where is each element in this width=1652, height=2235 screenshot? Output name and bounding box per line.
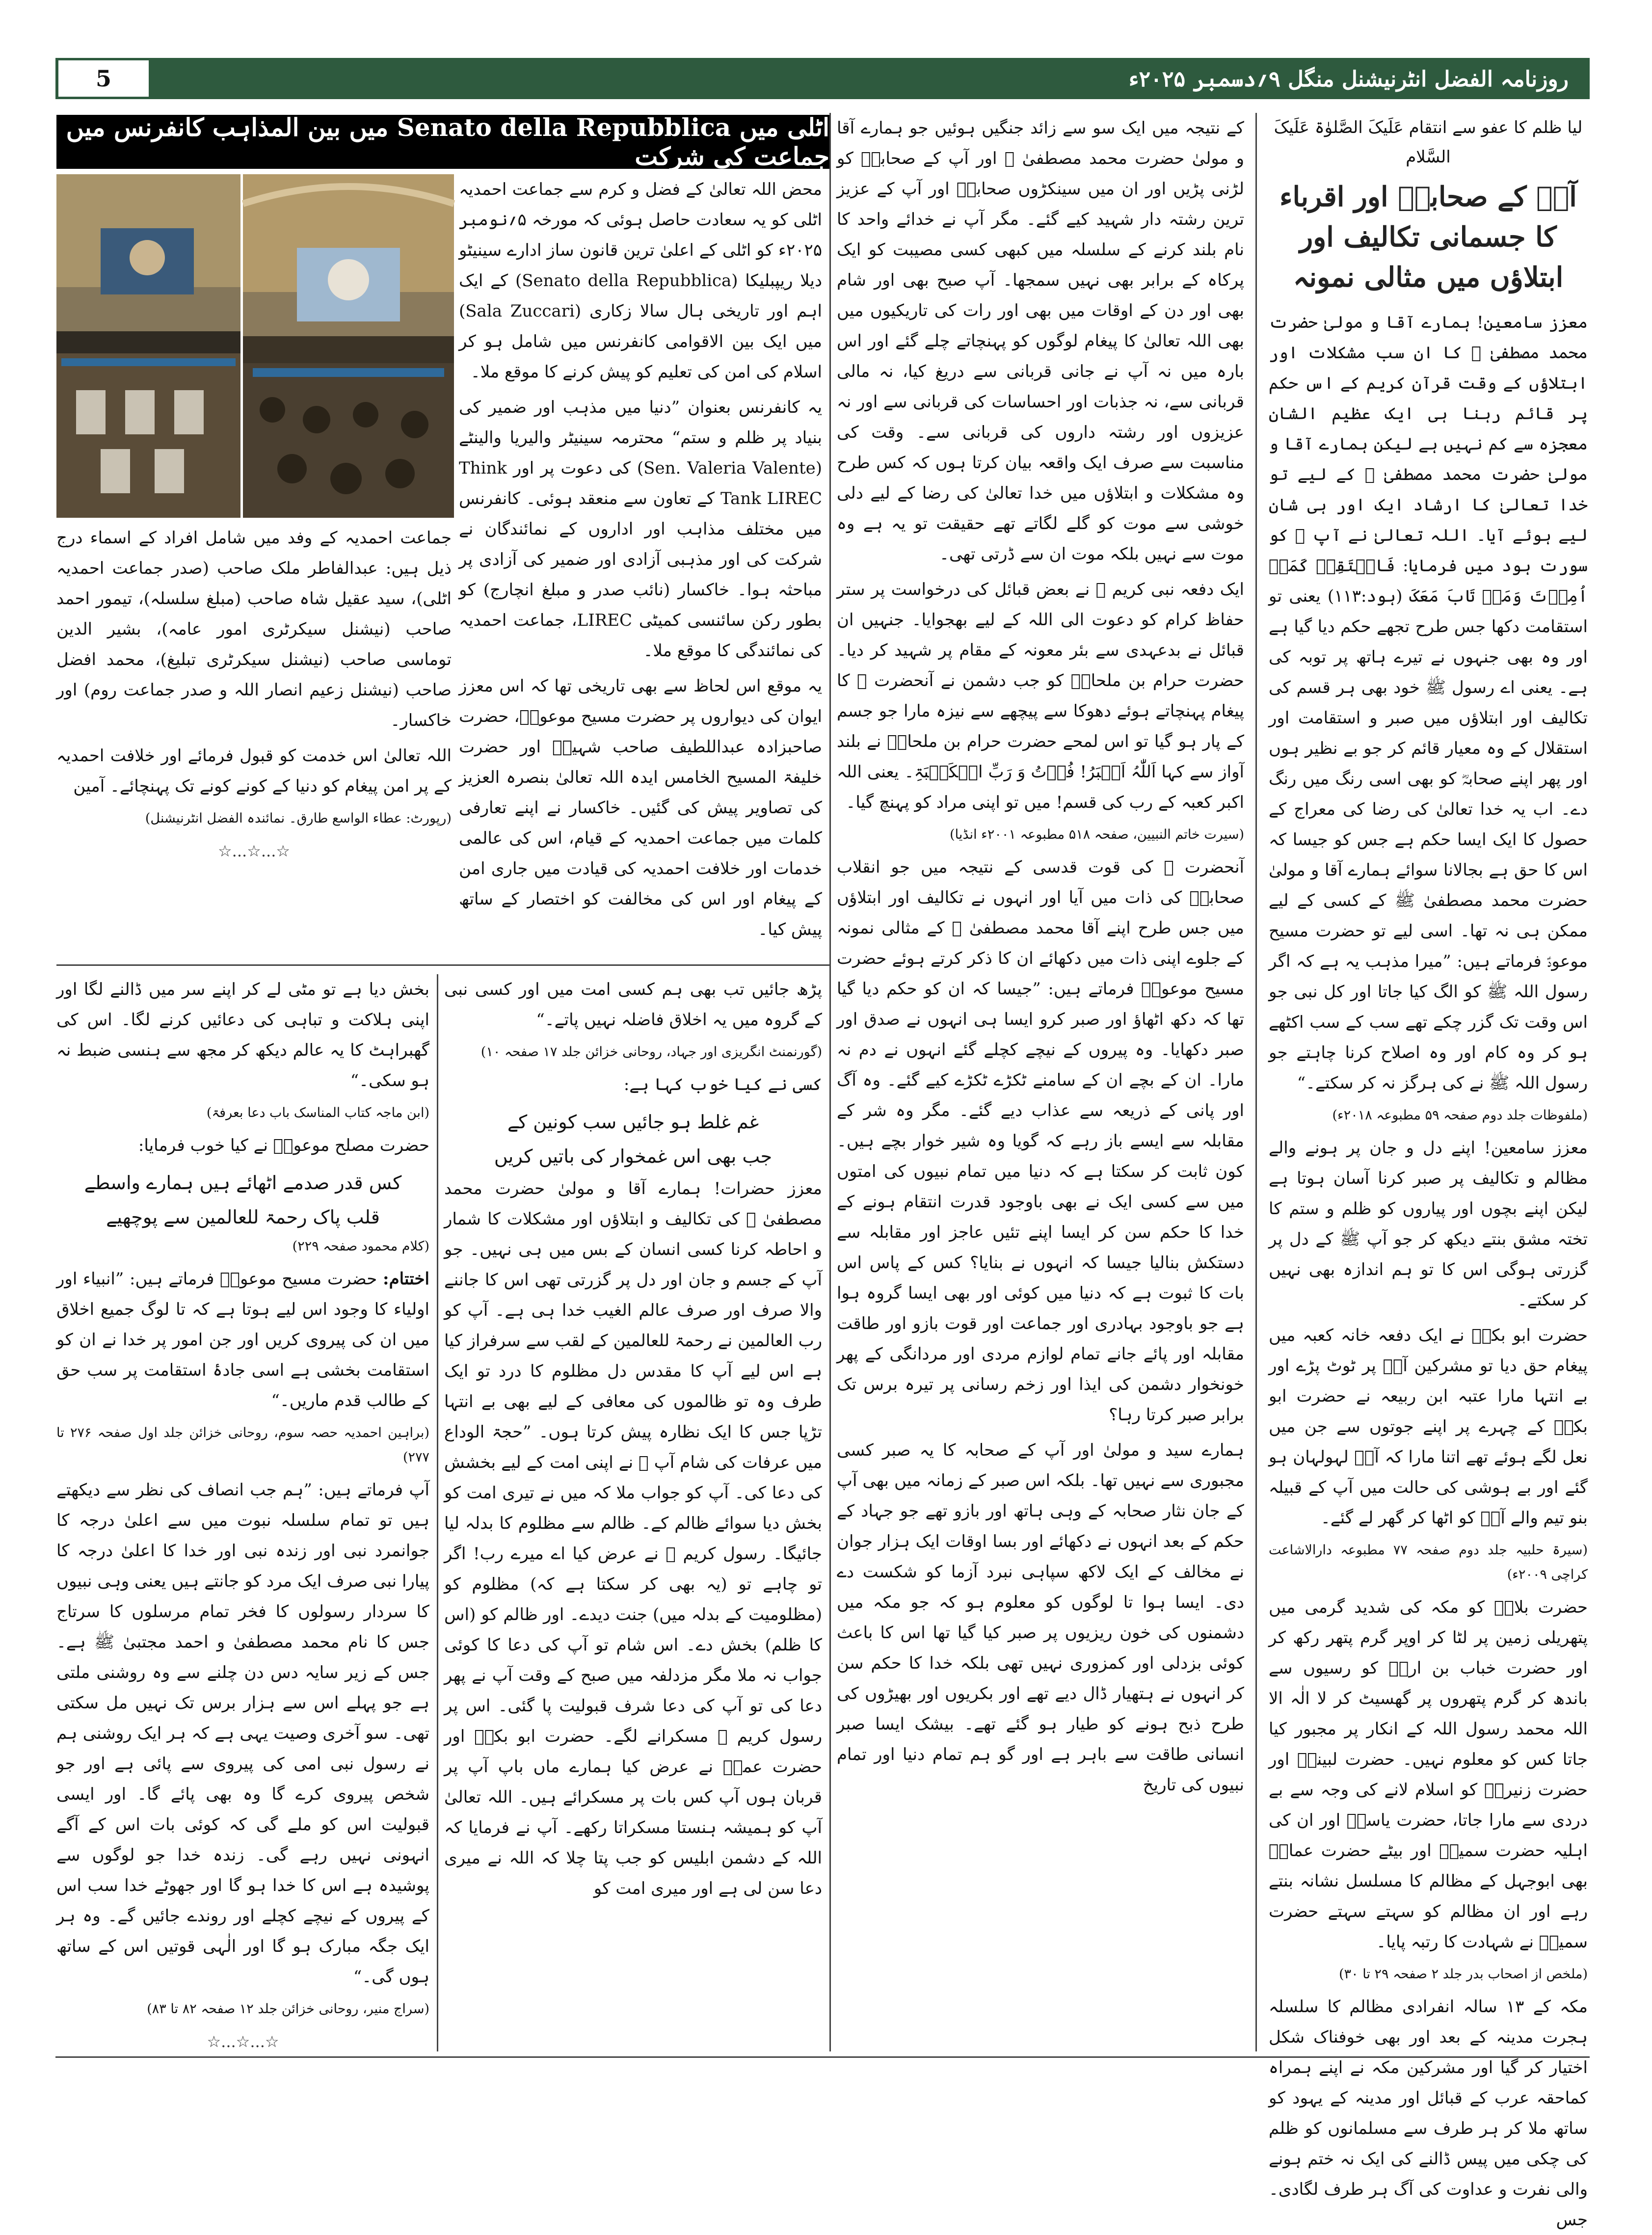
paragraph: حضرت ابو بکرؓ نے ایک دفعہ خانہ کعبہ میں پیغام حق دیا تو مشرکین آپؓ پر ٹوٹ پڑے اور بے انتہا مارا عتبہ ابن ربیعہ نے حضرت ابو بکرؓ کے چہرے پر اپنے جوتوں سے جن میں نعل لگے ہوئے تھے اتنا مارا کہ آپؓ لہولہان ہو گئے اور بے ہوشی کی حالت میں آپ کے قبیلہ بنو تیم والے آپؓ کو اٹھا کر گھر لے گئے۔ xyxy=(1269,1326,1588,1528)
poem-line: جب بھی اس غمخوار کی باتیں کریں xyxy=(494,1145,773,1167)
paragraph: ہمارے سید و مولیٰ اور آپ کے صحابہ کا یہ صبر کسی مجبوری سے نہیں تھا۔ بلکہ اس صبر کے زمانہ میں بھی آپ کے جان نثار صحابہ کے وہی ہاتھ اور بازو تھے جو جہاد کے حکم کے بعد انہوں نے دکھائے اور بسا اوقات ایک ہزار جوان نے مخالف کے ایک لاکھ سپاہی نبرد آزما کو شکست دے دی۔ ایسا ہوا تا لوگوں کو معلوم ہو کہ جو مکہ میں دشمنوں کی خون ریزیوں پر صبر کیا گیا تھا اس کا باعث کوئی بزدلی اور کمزوری نہیں تھی بلکہ خدا کا حکم سن کر انہوں نے ہتھیار ڈال دیے تھے اور بکریوں اور بھیڑوں کی طرح ذبح ہونے کو طیار ہو گئے تھے۔ بیشک ایسا صبر انسانی طاقت سے باہر ہے اور گو ہم تمام دنیا اور تمام نبیوں کی تاریخ xyxy=(837,1440,1244,1795)
article-bottom-rule xyxy=(56,964,829,966)
article-body-left xyxy=(56,523,452,959)
citation: (گورنمنٹ انگریزی اور جہاد، روحانی خزائن جلد ۱۷ صفحہ ۱۰) xyxy=(480,1044,822,1060)
paragraph: حضرت مصلح موعودؓ نے کیا خوب فرمایا: xyxy=(138,1136,429,1155)
citation: (ملفوظات جلد دوم صفحہ ۵۹ مطبوعہ ۲۰۱۸ء) xyxy=(1332,1108,1588,1123)
paragraph: آنحضرت ﷺ کی قوت قدسی کے نتیجہ میں جو انقلاب صحابہؓ کی ذات میں آیا اور انہوں نے تکالیف اور ابتلاؤں میں جس طرح اپنے آقا محمد مصطفیٰ ﷺ کے مثالی نمونہ کے جلوے اپنی ذات میں دکھائے ان کا ذکر کرتے ہوئے حضرت مسیح موعودؑ فرماتے ہیں: ”جیسا کہ ان کو حکم دیا گیا تھا کہ دکھ اٹھاؤ اور صبر کرو ایسا ہی انہوں نے صدق اور صبر دکھایا۔ وہ پیروں کے نیچے کچلے گئے انہوں نے دم نہ مارا۔ ان کے بچے ان کے سامنے ٹکڑے ٹکڑے کیے گئے۔ وہ آگ اور پانی کے ذریعہ سے عذاب دیے گئے۔ مگر وہ شر کے مقابلہ سے ایسے باز رہے کہ گویا وہ شیر خوار بچے ہیں۔ کون ثابت کر سکتا ہے کہ دنیا میں تمام نبیوں کی امتوں میں سے کسی ایک نے بھی باوجود قدرت انتقام ہونے کے خدا کا حکم سن کر ایسا اپنے تئیں عاجز اور مقابلہ سے دستکش بنالیا جیسا کہ انہوں نے بنایا؟ کس کے پاس اس بات کا ثبوت ہے کہ دنیا میں کوئی اور بھی ایسا گروہ ہوا ہے جو باوجود بہادری اور جماعت اور قوت بازو اور طاقت مقابلہ اور پائے جانے تمام لوازم مردی اور مردانگی کے پھر خونخوار دشمن کی ایذا اور زخم رسانی پر تیرہ برس تک برابر صبر کرتا رہا؟ xyxy=(837,857,1244,1425)
column-1 xyxy=(1269,113,1588,2230)
conclusion-text: حضرت مسیح موعودؑ فرماتے ہیں: ”انبیاء اور اولیاء کا وجود اس لیے ہوتا ہے کہ تا لوگ جمیع اخلاق میں ان کی پیروی کریں اور جن امور پر خدا نے ان کو استقامت بخشی ہے اسی جادۂ استقامت پر سب حق کے طالب قدم ماریں۔“ xyxy=(56,1269,429,1410)
citation: (کلام محمود صفحہ ۲۲۹) xyxy=(292,1239,429,1254)
paragraph: یہ کانفرنس بعنوان ”دنیا میں مذہب اور ضمیر کی بنیاد پر ظلم و ستم“ محترمہ سینیٹر والیریا والینٹے (Sen. Valeria Valente) کی دعوت پر اور Think Tank LIREC کے تعاون سے منعقد ہوئی۔ کانفرنس میں مختلف مذاہب اور اداروں کے نمائندگان نے شرکت کی اور مذہبی آزادی اور ضمیر کی آزادی پر مباحثہ ہوا۔ خاکسار (نائب صدر و مبلغ انچارج) کو بطور رکن سائنسی کمیٹی LIREC، جماعت احمدیہ کی نمائندگی کا موقع ملا۔ xyxy=(459,398,823,661)
column-divider xyxy=(829,113,831,2051)
newspaper-title: روزنامہ الفضل انٹرنیشنل منگل ۹؍دسمبر ۲۰۲۵ء xyxy=(1128,66,1569,92)
paragraph: حضرت بلالؓ کو مکہ کی شدید گرمی میں پتھریلی زمین پر لٹا کر اوپر گرم پتھر رکھ کر اور حضرت خباب بن ارتؓ کو رسیوں سے باندھ کر گرم پتھروں پر گھسیٹ کر لا الٰہ الا اللہ محمد رسول اللہ کے انکار پر مجبور کیا جاتا کس کو معلوم نہیں۔ حضرت لبینہؓ اور حضرت زنیرہؓ کو اسلام لانے کی وجہ سے بے دردی سے مارا جاتا، حضرت یاسرؓ اور ان کی اہلیہ حضرت سمیہؓ اور بیٹے حضرت عمارؓ بھی ابوجہل کے مظالم کا مسلسل نشانہ بنتے رہے اور ان مظالم کو سہتے سہتے حضرت سمیہؓ نے شہادت کا رتبہ پایا۔ xyxy=(1269,1597,1588,1952)
poem-line: غم غلط ہو جائیں سب کونین کے xyxy=(507,1111,759,1133)
poem-line: قلب پاک رحمۃ للعالمین سے پوچھیے xyxy=(106,1206,380,1228)
paragraph: بخش دیا ہے تو مٹی لے کر اپنے سر میں ڈالنے لگا اور اپنی ہلاکت و تباہی کی دعائیں کرنے لگا۔ اس کی گھبراہٹ کا یہ عالم دیکھ کر مجھ سے ہنسی ضبط نہ ہو سکی۔“ xyxy=(56,980,429,1091)
column-4 xyxy=(56,974,429,2051)
article-body-right xyxy=(459,174,822,959)
paragraph: معزز سامعین! اپنے دل و جان پر ہونے والے مظالم و تکالیف پر صبر کرنا آسان ہوتا ہے لیکن اپنے بچوں اور پیاروں کو ظلم و ستم کا تختہ مشق بنتے دیکھ کر جو آپ ﷺ کے دل پر گزرتی ہوگی اس کا تو ہم اندازہ بھی نہیں کر سکتے۔ xyxy=(1269,1138,1588,1310)
citation: (ابن ماجہ کتاب المناسک باب دعا بعرفۃ) xyxy=(206,1105,429,1120)
page-bottom-rule xyxy=(55,2056,1590,2058)
paragraph: محض اللہ تعالیٰ کے فضل و کرم سے جماعت احمدیہ اٹلی کو یہ سعادت حاصل ہوئی کہ مورخہ ۵؍نومبر ۲۰۲۵ء کو اٹلی کے اعلیٰ ترین قانون ساز ادارے سینیٹو دیلا ریپبلیکا (Senato della Repubblica) کے ایک اہم اور تاریخی ہال سالا زکاری (Sala Zuccari) میں ایک بین الاقوامی کانفرنس میں شامل ہو کر اسلام کی امن کی تعلیم کو پیش کرنے کا موقع ملا۔ xyxy=(459,180,822,382)
paragraph: ایک دفعہ نبی کریم ﷺ نے بعض قبائل کی درخواست پر ستر حفاظ کرام کو دعوت الی اللہ کے لیے بھجوایا۔ جنہیں ان قبائل نے بدعہدی سے بئر معونہ کے مقام پر شہید کر دیا۔ حضرت حرام بن ملحانؓ کو جب دشمن نے آنحضرت ﷺ کا پیغام پہنچاتے ہوئے دھوکا سے پیچھے سے نیزہ مارا جو جسم کے پار ہو گیا تو اس لمحے حضرت حرام بن ملحانؓ نے بلند آواز سے کہا اَللّٰہُ اَکۡبَرُ! فُزۡتُ وَ رَبِّ الۡکَعۡبَۃِ۔ یعنی اللہ اکبر کعبہ کے رب کی قسم! میں تو اپنی مراد کو پہنچ گیا۔ xyxy=(837,580,1244,812)
page-number: 5 xyxy=(57,59,150,98)
section-heading: آپؐ کے صحابہؓ اور اقرباء کا جسمانی تکالیف اور ابتلاؤں میں مثالی نمونہ xyxy=(1279,181,1577,293)
citation: (سراج منیر، روحانی خزائن جلد ۱۲ صفحہ ۸۲ تا ۸۳) xyxy=(147,2001,429,2017)
column-divider xyxy=(437,974,438,2051)
paragraph: کے نتیجہ میں ایک سو سے زائد جنگیں ہوئیں جو ہمارے آقا و مولیٰ حضرت محمد مصطفیٰ ﷺ اور آپ کے صحابہؓ کو لڑنی پڑیں اور ان میں سینکڑوں صحابہؓ اور آپ کے عزیز ترین رشتہ دار شہید کیے گئے۔ مگر آپ نے خدائے واحد کا نام بلند کرنے کے سلسلہ میں کبھی کسی مصیبت کو ایک پرکاہ کے برابر بھی نہیں سمجھا۔ آپ صبح بھی اور شام بھی اور دن کے اوقات میں بھی اور رات کی تاریکیوں میں بھی اللہ تعالیٰ کا پیغام لوگوں کو پہنچاتے چلے گئے اور اس بارہ میں نہ آپ نے جانی قربانی سے دریغ کیا، نہ مالی قربانی سے، نہ جذبات اور احساسات کی قربانی سے اور نہ عزیزوں اور رشتہ داروں کی قربانی سے۔ وقت کی مناسبت سے صرف ایک واقعہ بیان کرتا ہوں کہ کس طرح وہ مشکلات و ابتلاؤں میں خدا تعالیٰ کی رضا کے لیے دلی خوشی سے موت کو گلے لگاتے تھے حقیقت تو یہ ہے وہ موت سے نہیں بلکہ موت ان سے ڈرتی تھی۔ xyxy=(837,118,1244,564)
paragraph: مکہ کے ۱۳ سالہ انفرادی مظالم کا سلسلہ ہجرت مدینہ کے بعد اور بھی خوفناک شکل اختیار کر گیا اور مشرکین مکہ نے اپنے ہمراہ کماحقہ عرب کے قبائل اور مدینہ کے یہود کو ساتھ ملا کر ہر طرف سے مسلمانوں کو ظلم کی چکی میں پیس ڈالنے کی ایک نہ ختم ہونے والی نفرت و عداوت کی آگ ہر طرف لگادی۔ جس xyxy=(1269,1997,1588,2230)
column-divider xyxy=(1255,113,1257,2051)
citation: (براہین احمدیہ حصہ سوم، روحانی خزائن جلد اول صفحہ ۲۷۶ تا ۲۷۷) xyxy=(56,1425,429,1465)
conference-photo-screen xyxy=(243,174,454,518)
citation: (ملخص از اصحاب بدر جلد ۲ صفحہ ۲۹ تا ۳۰) xyxy=(1339,1967,1588,1982)
paragraph: کسی نے کیا خوب کہا ہے: xyxy=(623,1075,822,1094)
intro-verse: لیا ظلم کا عفو سے انتقام عَلَیکَ الصَّلوٰۃ عَلَیکَ السَّلام xyxy=(1274,118,1583,167)
citation: (سیرت خاتم النبیین، صفحہ ۵۱۸ مطبوعہ ۲۰۰۱ء انڈیا) xyxy=(950,827,1244,842)
paragraph: جماعت احمدیہ کے وفد میں شامل افراد کے اسماء درج ذیل ہیں: عبدالفاطر ملک صاحب (صدر جماعت احمدیہ اٹلی)، سید عقیل شاہ صاحب (مبلغ سلسلہ)، تیمور احمد صاحب (نیشنل سیکرٹری امور عامہ)، بشیر الدین توماسی صاحب (نیشنل سیکرٹری تبلیغ)، محمد افضل صاحب (نیشنل زعیم انصار اللہ و صدر جماعت روم) اور خاکسار۔ xyxy=(56,528,452,730)
paragraph: پڑھ جائیں تب بھی ہم کسی امت میں اور کسی نبی کے گروہ میں یہ اخلاق فاضلہ نہیں پاتے۔“ xyxy=(444,980,822,1030)
citation: (سیرۃ حلبیہ جلد دوم صفحہ ۷۷ مطبوعہ دارالاشاعت کراچی ۲۰۰۹ء) xyxy=(1269,1543,1588,1582)
column-2 xyxy=(837,113,1244,2051)
paragraph: اللہ تعالیٰ اس خدمت کو قبول فرمائے اور خلافت احمدیہ کے پر امن پیغام کو دنیا کے کونے کونے تک پہنچائے۔ آمین xyxy=(56,746,452,796)
poem-line: کس قدر صدمے اٹھائے ہیں ہمارے واسطے xyxy=(84,1172,402,1194)
paragraph: آپ فرماتے ہیں: ”ہم جب انصاف کی نظر سے دیکھتے ہیں تو تمام سلسلہ نبوت میں سے اعلیٰ درجہ کا جوانمرد نبی اور زندہ نبی اور خدا کا اعلیٰ درجہ کا پیارا نبی صرف ایک مرد کو جانتے ہیں یعنی وہی نبیوں کا سردار رسولوں کا فخر تمام مرسلوں کا سرتاج جس کا نام محمد مصطفیٰ و احمد مجتبیٰ ﷺ ہے۔ جس کے زیر سایہ دس دن چلنے سے وہ روشنی ملتی ہے جو پہلے اس سے ہزار برس تک نہیں مل سکتی تھی۔ سو آخری وصیت یہی ہے کہ ہر ایک روشنی ہم نے رسول نبی امی کی پیروی سے پائی ہے اور جو شخص پیروی کرے گا وہ بھی پائے گا۔ اور ایسی قبولیت اس کو ملے گی کہ کوئی بات اس کے آگے انہونی نہیں رہے گی۔ زندہ خدا جو لوگوں سے پوشیدہ ہے اس کا خدا ہو گا اور جھوٹے خدا سب اس کے پیروں کے نیچے کچلے اور روندے جائیں گے۔ وہ ہر ایک جگہ مبارک ہو گا اور الٰہی قوتیں اس کے ساتھ ہوں گی۔“ xyxy=(56,1480,430,1987)
article-banner: اٹلی میں Senato della Repubblica میں بین المذاہب کانفرنس میں جماعت کی شرکت xyxy=(56,115,829,169)
end-stars: ☆...☆...☆ xyxy=(207,2032,279,2051)
column-3 xyxy=(444,974,822,2051)
report-credit: (رپورٹ: عطاء الواسع طارق۔ نمائندہ الفضل انٹرنیشنل) xyxy=(145,811,452,826)
paragraph: معزز سامعین! ہمارے آقا و مولیٰ حضرت محمد مصطفیٰ ﷺ کا ان سب مشکلات اور ابتلاؤں کے وقت قرآن کریم کے اس حکم پر قائم رہنا ہی ایک عظیم الشان معجزہ سے کم نہیں ہے لیکن ہمارے آقا و مولیٰ حضرت محمد مصطفیٰ ﷺ کے لیے تو خدا تعالیٰ کا ارشاد ایک اور ہی شان لیے ہوئے آیا۔ اللہ تعالیٰ نے آپ ﷺ کو سورت ہود میں فرمایا: فَاسۡتَقِمۡ کَمَاۤ اُمِرۡتَ وَمَنۡ تَابَ مَعَکَ (ہود:۱۱۳) یعنی تو استقامت دکھا جس طرح تجھے حکم دیا گیا ہے اور وہ بھی جنہوں نے تیرے ہاتھ پر توبہ کی ہے۔ یعنی اے رسول ﷺ خود بھی ہر قسم کی تکالیف اور ابتلاؤں میں صبر و استقامت اور استقلال کے وہ معیار قائم کر جو بے نظیر ہوں اور پھر اپنے صحابہؓ کو بھی اسی رنگ میں رنگ دے۔ اب یہ خدا تعالیٰ کی رضا کی معراج کے حصول کا ایک ایسا حکم ہے جس کو جیسا کہ اس کا حق ہے بجالانا سوائے ہمارے آقا و مولیٰ حضرت محمد مصطفیٰ ﷺ کے کسی کے لیے ممکن ہی نہ تھا۔ اسی لیے تو حضرت مسیح موعودؑ فرماتے ہیں: ”میرا مذہب یہ ہے کہ اگر رسول اللہ ﷺ کو الگ کیا جاتا اور کل نبی جو اس وقت تک گزر چکے تھے سب کے سب اکٹھے ہو کر وہ کام اور وہ اصلاح کرنا چاہتے جو رسول اللہ ﷺ نے کی ہرگز نہ کر سکتے۔“ xyxy=(1269,313,1588,1093)
end-stars: ☆...☆...☆ xyxy=(217,842,291,860)
conference-photo-panel xyxy=(56,174,240,518)
paragraph: معزز حضرات! ہمارے آقا و مولیٰ حضرت محمد مصطفیٰ ﷺ کی تکالیف و ابتلاؤں اور مشکلات کا شمار و احاطہ کرنا کسی انسان کے بس میں ہی نہیں۔ جو آپ کے جسم و جان اور دل پر گزرتی تھی اس کا جاننے والا صرف اور صرف عالم الغیب خدا ہی ہے۔ آپ کو رب العالمین نے رحمۃ للعالمین کے لقب سے سرفراز کیا ہے اس لیے آپ کا مقدس دل مظلوم کا درد تو ایک طرف وہ تو ظالموں کی معافی کے لیے بھی بے انتہا تڑپا جس کا ایک نظارہ پیش کرتا ہوں۔ ”حجۃ الوداع میں عرفات کی شام آپ ﷺ نے اپنی امت کے لیے بخشش کی دعا کی۔ آپ کو جواب ملا کہ میں نے تیری امت کو بخش دیا سوائے ظالم کے۔ ظالم سے مظلوم کا بدلہ لیا جائیگا۔ رسول کریم ﷺ نے عرض کیا اے میرے رب! اگر تو چاہے تو (یہ بھی کر سکتا ہے کہ) مظلوم کو (مظلومیت کے بدلہ میں) جنت دیدے۔ اور ظالم کو (اس کا ظلم) بخش دے۔ اس شام تو آپ کی دعا کا کوئی جواب نہ ملا مگر مزدلفہ میں صبح کے وقت آپ نے پھر دعا کی تو آپ کی دعا شرف قبولیت پا گئی۔ اس پر رسول کریم ﷺ مسکرانے لگے۔ حضرت ابو بکرؓ اور حضرت عمرؓ نے عرض کیا ہمارے ماں باپ آپ پر قربان ہوں آپ کس بات پر مسکرائے ہیں۔ اللہ تعالیٰ آپ کو ہمیشہ ہنستا مسکراتا رکھے۔ آپ نے فرمایا کہ اللہ کے دشمن ابلیس کو جب پتا چلا کہ اللہ نے میری دعا سن لی ہے اور میری امت کو xyxy=(444,1179,823,1898)
paragraph: یہ موقع اس لحاظ سے بھی تاریخی تھا کہ اس معزز ایوان کی دیواروں پر حضرت مسیح موعودؑ، حضرت صاحبزادہ عبداللطیف صاحب شہیدؓ اور حضرت خلیفۃ المسیح الخامس ایدہ اللہ تعالیٰ بنصرہ العزیز کی تصاویر پیش کی گئیں۔ خاکسار نے اپنے تعارفی کلمات میں جماعت احمدیہ کے قیام، اس کی عالمی خدمات اور خلافت احمدیہ کی قیادت میں جاری امن کے پیغام اور اس کی مخالفت کو اختصار کے ساتھ پیش کیا۔ xyxy=(459,676,822,939)
paragraph xyxy=(56,1264,429,1416)
conclusion-label: اختتام: xyxy=(383,1269,429,1289)
